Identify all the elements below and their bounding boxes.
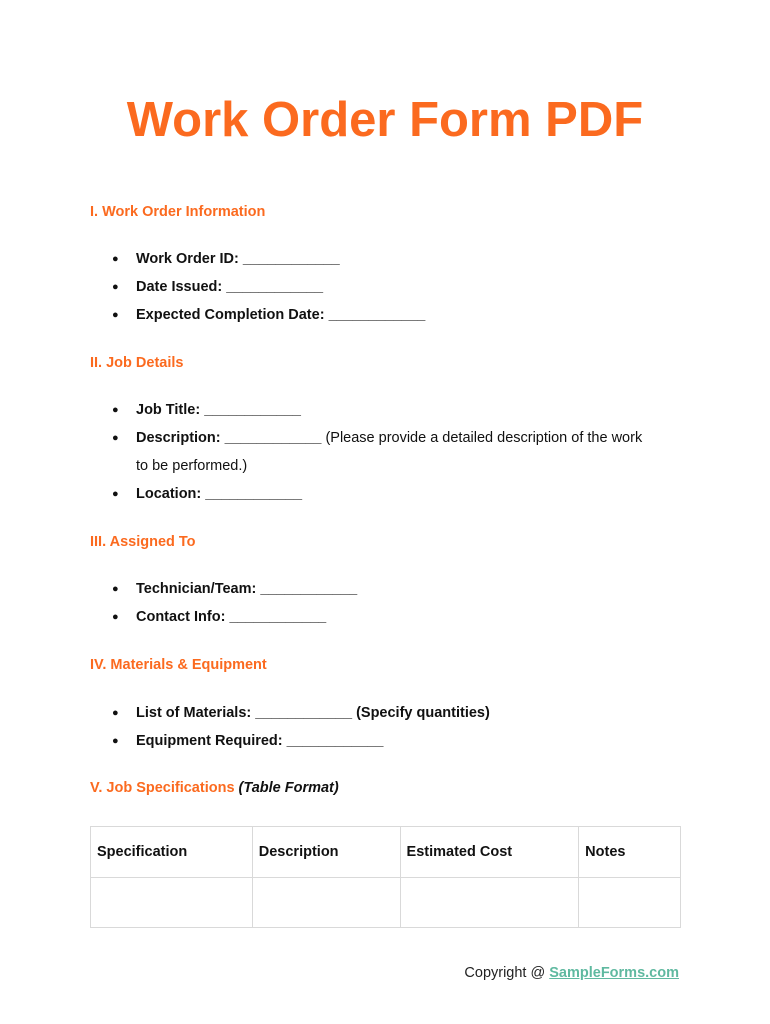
table-header-row <box>91 827 681 878</box>
list-item-work-order-id <box>112 251 340 267</box>
list-item-technician-team <box>112 581 357 597</box>
blank-line: ____________ <box>205 486 303 502</box>
field-label: Description: <box>136 430 221 446</box>
section-heading-job-details: II. Job Details <box>90 355 184 371</box>
bullet-icon: ● <box>112 583 119 595</box>
field-label: List of Materials: <box>136 705 252 721</box>
section-heading-assigned-to: III. Assigned To <box>90 534 196 550</box>
table-cell-specification <box>91 878 253 928</box>
sampleforms-link[interactable]: SampleForms.com <box>549 965 679 981</box>
list-item-expected-completion-date <box>112 307 425 323</box>
bullet-icon: ● <box>112 735 119 747</box>
field-label: Contact Info: <box>136 609 226 625</box>
blank-line: ____________ <box>226 279 324 295</box>
list-item-date-issued <box>112 279 323 295</box>
section-heading-work-order-information: I. Work Order Information <box>90 204 266 220</box>
field-label: Location: <box>136 486 202 502</box>
blank-line: ____________ <box>286 733 384 749</box>
list-item-description <box>112 430 642 446</box>
page-title: Work Order Form PDF <box>126 93 644 147</box>
field-note: (Please provide a detailed description of the work <box>325 430 643 446</box>
section-heading-job-specifications <box>90 780 339 796</box>
field-note: (Specify quantities) <box>356 705 490 721</box>
blank-line: ____________ <box>229 609 327 625</box>
column-header-notes: Notes <box>579 827 681 878</box>
bullet-icon: ● <box>112 309 119 321</box>
list-item-list-of-materials <box>112 705 490 721</box>
column-header-specification: Specification <box>91 827 253 878</box>
column-header-estimated-cost: Estimated Cost <box>400 827 579 878</box>
field-label: Equipment Required: <box>136 733 283 749</box>
section-heading-note: (Table Format) <box>238 780 339 796</box>
blank-line: ____________ <box>255 705 353 721</box>
list-item-location <box>112 486 302 502</box>
list-item-job-title <box>112 402 301 418</box>
field-label: Work Order ID: <box>136 251 239 267</box>
bullet-icon: ● <box>112 253 119 265</box>
blank-line: ____________ <box>204 402 301 418</box>
table-cell-estimated-cost <box>400 878 579 928</box>
copyright-footer <box>464 965 679 981</box>
bullet-icon: ● <box>112 707 119 719</box>
bullet-icon: ● <box>112 432 119 444</box>
field-label: Date Issued: <box>136 279 223 295</box>
bullet-icon: ● <box>112 281 119 293</box>
bullet-icon: ● <box>112 611 119 623</box>
table-cell-description <box>252 878 400 928</box>
bullet-icon: ● <box>112 404 119 416</box>
table-cell-notes <box>579 878 681 928</box>
blank-line: ____________ <box>328 307 426 323</box>
list-item-equipment-required <box>112 733 383 749</box>
section-heading-materials-equipment: IV. Materials & Equipment <box>90 657 267 673</box>
blank-line: ____________ <box>224 430 322 446</box>
field-label: Job Title: <box>136 402 201 418</box>
field-note-continuation: to be performed.) <box>136 458 248 474</box>
bullet-icon: ● <box>112 488 119 500</box>
job-specifications-table <box>90 826 681 928</box>
column-header-description: Description <box>252 827 400 878</box>
field-label: Technician/Team: <box>136 581 257 597</box>
list-item-contact-info <box>112 609 326 625</box>
copyright-text: Copyright @ <box>464 965 550 981</box>
blank-line: ____________ <box>242 251 340 267</box>
table-row <box>91 878 681 928</box>
blank-line: ____________ <box>260 581 358 597</box>
field-label: Expected Completion Date: <box>136 307 325 323</box>
section-heading-text: V. Job Specifications <box>90 780 235 796</box>
